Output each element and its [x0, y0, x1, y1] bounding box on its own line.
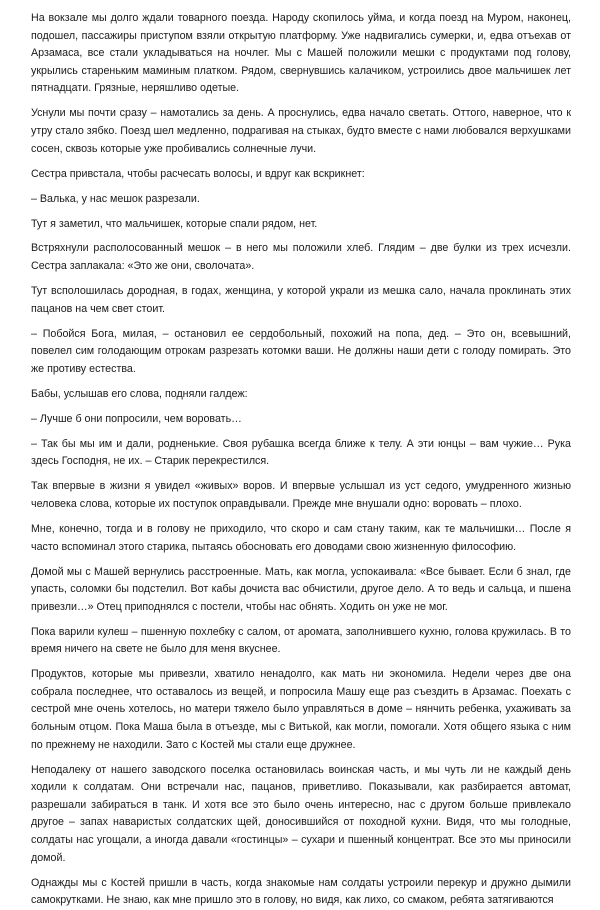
paragraph-2: Уснули мы почти сразу – намотались за день. А проснулись, едва начало светать. Оттого, наверное, что к утру стало зябко. Поезд шел медленно, подрагивая на стыках, будто вместе с нами любовался верхушками сосен, сквозь которые уже пробивались солнечные лучи. — [31, 107, 571, 155]
paragraph-11: – Так бы мы им и дали, родненькие. Своя рубашка всегда ближе к телу. А эти юнцы – вам чужие… Рука здесь Господня, не их. – Старик перекрестился. — [31, 437, 571, 468]
paragraph-13: Мне, конечно, тогда и в голову не приходило, что скоро и сам стану таким, как те мальчишки… После я часто вспоминал этого старика, пытаясь обосновать его доводами свою жизненную философию. — [31, 522, 571, 553]
paragraph-9: Бабы, услышав его слова, подняли галдеж: — [31, 387, 248, 400]
paragraph-12: Так впервые в жизни я увидел «живых» воров. И впервые услышал из уст седого, умудренного жизнью человека слова, которые их поступок оправдывали. Прежде мне внушали одно: воровать – плохо. — [31, 480, 571, 510]
paragraph-15: Пока варили кулеш – пшенную похлебку с салом, от аромата, заполнившего кухню, голова кружилась. В то время ничего на свете не было для меня вкуснее. — [31, 625, 571, 656]
paragraph-8: – Побойся Бога, милая, – остановил ее сердобольный, похожий на попа, дед. – Это он, всевышний, повелел сим голодающим отрокам разрезать котомки ваши. Не должны наши дети с голоду помирать. Это же противу естества. — [31, 327, 571, 375]
paragraph-5: Тут я заметил, что мальчишек, которые спали рядом, нет. — [31, 217, 318, 230]
paragraph-18: Однажды мы с Костей пришли в часть, когда знакомые нам солдаты устроили перекур и дружно дымили самокрутками. Не знаю, как мне пришло это в голову, но видя, как лихо, со смаком, ребята затягиваются — [31, 876, 571, 907]
paragraph-6: Встряхнули располосованный мешок – в него мы положили хлеб. Глядим – две булки из трех исчезли. Сестра заплакала: «Это же они, сволочата». — [31, 242, 571, 273]
paragraph-14: Домой мы с Машей вернулись расстроенные. Мать, как могла, успокаивала: «Все бывает. Если б знал, где упасть, соломки бы подстелил. Вот кабы дочиста вас обчистили, другое дело. А то ведь и сальца, и пшена привезли…» Отец приподнялся с постели, чтобы нас обнять. Ходить он уже не мог. — [31, 565, 571, 613]
paragraph-4: – Валька, у нас мешок разрезали. — [31, 192, 200, 205]
paragraph-7: Тут всполошилась дородная, в годах, женщина, у которой украли из мешка сало, начала проклинать этих пацанов на чем свет стоит. — [31, 285, 571, 315]
paragraph-3: Сестра привстала, чтобы расчесать волосы, и вдруг как вскрикнет: — [31, 167, 365, 180]
paragraph-10: – Лучше б они попросили, чем воровать… — [31, 412, 242, 425]
paragraph-1: На вокзале мы долго ждали товарного поезда. Народу скопилось уйма, и когда поезд на Муром, наконец, подошел, пассажиры приступом взяли открытую платформу. Уже надвигались сумерки, и, едва отъехав от Арзамаса, все стали укладываться на ночлег. Мы с Машей положили мешки с продуктами под голову, укрылись стареньким маминым платком. Рядом, свернувшись калачиком, устроились двое мальчишек лет пятнадцати. Грязные, неряшливо одетые. — [31, 12, 571, 95]
paragraph-16: Продуктов, которые мы привезли, хватило ненадолго, как мать ни экономила. Недели через две она собрала последнее, что оставалось из вещей, и попросила Машу еще раз съездить в Арзамас. Поехать с сестрой мне очень хотелось, но матери тяжело было управляться в доме – нянчить ребенка, ухаживать за больным отцом. Пока Маша была в отъезде, мы с Витькой, как могли, помогали. Хотя общего языка с ним по прежнему не находили. Зато с Костей мы стали еще дружнее. — [31, 668, 571, 751]
paragraph-17: Неподалеку от нашего заводского поселка остановилась воинская часть, и мы чуть ли не каждый день ходили к солдатам. Они встречали нас, пацанов, приветливо. Показывали, как разбирается автомат, разрешали забираться в танк. И хотя все это было очень интересно, нас с другом больше привлекало другое – запах наваристых солдатских щей, доносившийся от походной кухни. Видя, что мы голодные, солдаты нас угощали, а иногда давали «гостинцы» – сухари и пшенный концентрат. Все это мы приносили домой. — [31, 763, 571, 864]
